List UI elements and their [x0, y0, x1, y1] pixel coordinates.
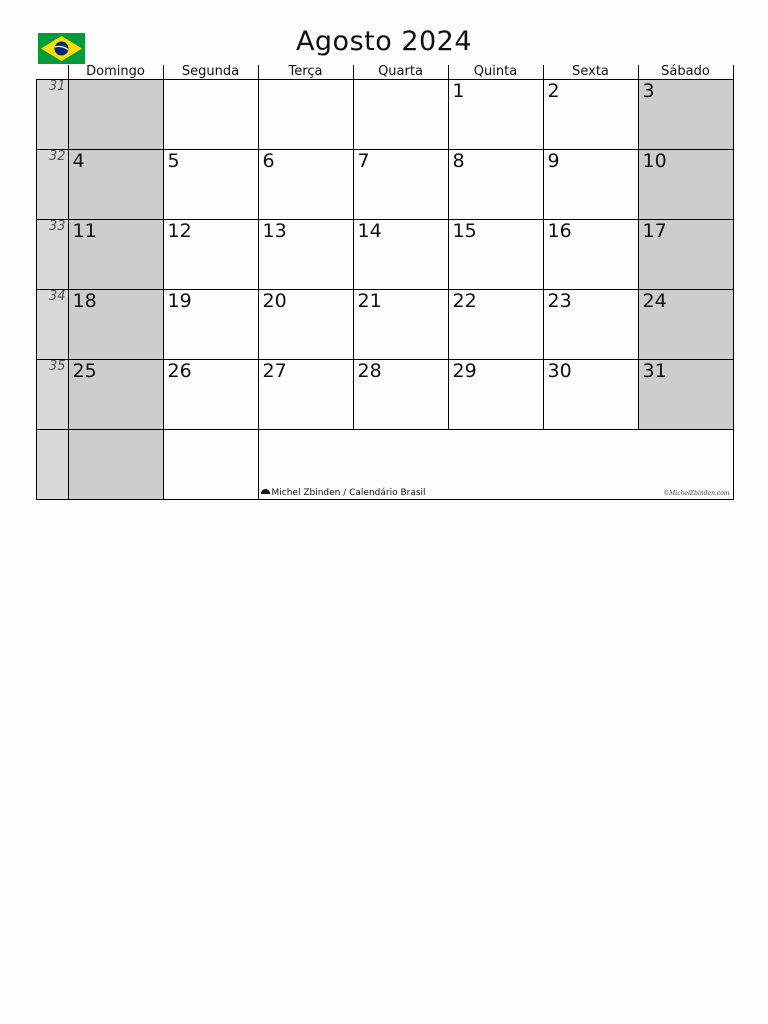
day-cell: 30: [543, 360, 638, 430]
week-row: [37, 290, 734, 360]
day-cell: 26: [163, 360, 258, 430]
calendar-title: Agosto 2024: [295, 26, 473, 57]
footer-credit: [261, 488, 426, 498]
week-number: 35: [37, 360, 69, 430]
day-cell: 14: [353, 220, 448, 290]
day-cell: 17: [638, 220, 733, 290]
day-cell: 8: [448, 150, 543, 220]
day-cell: 29: [448, 360, 543, 430]
day-cell: 9: [543, 150, 638, 220]
day-cell: [68, 80, 163, 150]
day-cell: 31: [638, 360, 733, 430]
week-number: 31: [37, 80, 69, 150]
day-cell: 18: [68, 290, 163, 360]
week-number: 34: [37, 290, 69, 360]
empty-cell: [163, 430, 258, 500]
week-row: [37, 220, 734, 290]
day-cell: 12: [163, 220, 258, 290]
weekday-friday: Sexta: [543, 65, 638, 80]
day-cell: 27: [258, 360, 353, 430]
day-cell: 19: [163, 290, 258, 360]
day-cell: 25: [68, 360, 163, 430]
day-cell: 28: [353, 360, 448, 430]
footer-credit-text: Michel Zbinden / Calendário Brasil: [271, 488, 426, 498]
footer-cell: [258, 430, 733, 500]
footer-watermark: ©MichelZbinden.com: [663, 490, 730, 497]
day-cell: 6: [258, 150, 353, 220]
day-cell: 4: [68, 150, 163, 220]
day-cell: 7: [353, 150, 448, 220]
weekday-saturday: Sábado: [638, 65, 733, 80]
day-cell: 5: [163, 150, 258, 220]
weekday-sunday: Domingo: [68, 65, 163, 80]
weekday-wednesday: Quarta: [353, 65, 448, 80]
weekday-header-row: [37, 65, 734, 80]
empty-cell: [68, 430, 163, 500]
day-cell: 11: [68, 220, 163, 290]
week-row: [37, 80, 734, 150]
day-cell: 16: [543, 220, 638, 290]
day-cell: 22: [448, 290, 543, 360]
day-cell: 15: [448, 220, 543, 290]
day-cell: 20: [258, 290, 353, 360]
week-number-empty: [37, 430, 69, 500]
weekday-thursday: Quinta: [448, 65, 543, 80]
day-cell: 2: [543, 80, 638, 150]
day-cell: 23: [543, 290, 638, 360]
weekday-tuesday: Terça: [258, 65, 353, 80]
day-cell: 24: [638, 290, 733, 360]
week-row: [37, 150, 734, 220]
day-cell: [258, 80, 353, 150]
day-cell: [163, 80, 258, 150]
week-number: 32: [37, 150, 69, 220]
week-number-header: [37, 65, 69, 80]
week-number: 33: [37, 220, 69, 290]
week-row: [37, 360, 734, 430]
day-cell: 21: [353, 290, 448, 360]
day-cell: 13: [258, 220, 353, 290]
notes-row: [37, 430, 734, 500]
calendar-grid: [36, 65, 734, 500]
logo-icon: [261, 489, 270, 494]
day-cell: 1: [448, 80, 543, 150]
day-cell: 3: [638, 80, 733, 150]
weekday-monday: Segunda: [163, 65, 258, 80]
day-cell: [353, 80, 448, 150]
day-cell: 10: [638, 150, 733, 220]
